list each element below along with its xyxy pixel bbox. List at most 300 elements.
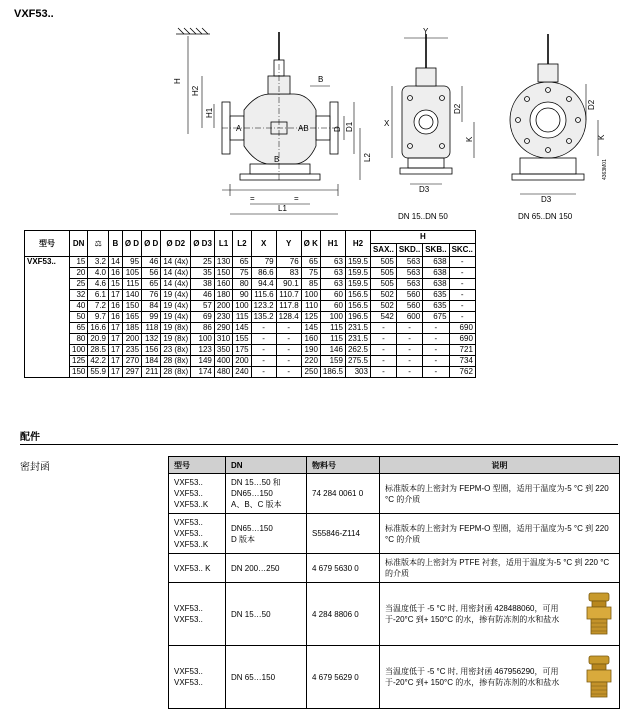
dims-cell: -	[370, 367, 396, 378]
dims-cell: 83	[276, 268, 301, 279]
dims-cell: 14	[108, 257, 122, 268]
dims-cell: 235	[122, 345, 141, 356]
label-x: X	[384, 119, 390, 128]
dims-cell: 80	[70, 334, 88, 345]
dims-cell: 23 (8x)	[161, 345, 191, 356]
accessory-description: 标准版本的上密封为 FEPM-O 型圈，适用于温度为-5 °C 到 220 °C 的介质	[385, 483, 609, 504]
dims-cell: 19 (4x)	[161, 290, 191, 301]
dims-row	[25, 334, 476, 345]
section-divider	[20, 444, 618, 445]
dims-row	[25, 356, 476, 367]
dims-cell: 125	[70, 356, 88, 367]
dims-cell: 145	[233, 323, 251, 334]
label-b-top: B	[318, 75, 324, 84]
dims-cell: 155	[233, 334, 251, 345]
dims-cell: 32	[70, 290, 88, 301]
col-b: B	[108, 231, 122, 257]
dims-cell: 14 (4x)	[161, 268, 191, 279]
dims-cell: 505	[370, 257, 396, 268]
dims-cell: 184	[142, 356, 161, 367]
dims-cell: 15	[108, 279, 122, 290]
dims-cell: 76	[276, 257, 301, 268]
dimension-drawing	[0, 24, 638, 229]
accessory-part-cell: 4 679 5629 0	[307, 646, 380, 709]
accessory-description-cell	[380, 583, 620, 646]
col-d2: Ø D2	[161, 231, 191, 257]
dims-cell: 100	[320, 312, 345, 323]
dims-cell: 50	[70, 312, 88, 323]
dims-cell: 600	[396, 312, 422, 323]
drawing-number: 4363M01	[602, 159, 608, 180]
accessory-dn-cell: DN 200…250	[226, 554, 307, 583]
dims-cell: 160	[301, 334, 320, 345]
dims-cell: 250	[301, 367, 320, 378]
dims-cell: 159	[320, 356, 345, 367]
accessory-part-cell: 4 284 8806 0	[307, 583, 380, 646]
dims-cell: -	[276, 367, 301, 378]
dims-cell: 563	[396, 268, 422, 279]
dims-cell: 310	[214, 334, 232, 345]
seal-subsection-title: 密封函	[20, 462, 50, 473]
dims-cell: 542	[370, 312, 396, 323]
dims-cell: 638	[423, 257, 449, 268]
dims-cell: 505	[370, 279, 396, 290]
dims-cell: 638	[423, 268, 449, 279]
dims-cell: 115	[233, 312, 251, 323]
dims-cell: 38	[191, 279, 215, 290]
dims-cell: -	[423, 323, 449, 334]
dims-cell: 149	[191, 356, 215, 367]
dims-cell: 505	[370, 268, 396, 279]
dims-cell: 55.9	[88, 367, 109, 378]
label-k-small: K	[465, 136, 474, 142]
dims-cell: 20.9	[88, 334, 109, 345]
dims-cell: 762	[449, 367, 475, 378]
dims-cell: 159.5	[345, 279, 370, 290]
dims-cell: 211	[142, 367, 161, 378]
caption-small-dn: DN 15..DN 50	[398, 212, 448, 221]
col-model: 型号	[25, 231, 70, 257]
accessory-description: 标准版本的上密封为 PTFE 衬套，适用于温度为-5 °C 到 220 °C 的介质	[385, 558, 610, 578]
dims-cell: 17	[108, 323, 122, 334]
label-h: H	[173, 78, 182, 84]
accessory-model-cell: VXF53.. K	[169, 554, 226, 583]
dims-cell: 690	[449, 323, 475, 334]
col-d: Ø D	[122, 231, 141, 257]
label-l1: L1	[278, 204, 287, 213]
dims-cell: 270	[122, 356, 141, 367]
dims-cell: -	[423, 345, 449, 356]
dims-cell: 19 (8x)	[161, 334, 191, 345]
accessory-part-cell: 74 284 0061 0	[307, 474, 380, 514]
dims-cell: 19 (4x)	[161, 301, 191, 312]
dims-cell: -	[423, 356, 449, 367]
dims-cell: 56	[142, 268, 161, 279]
col-k: Ø K	[301, 231, 320, 257]
dims-cell: 17	[108, 367, 122, 378]
col-h-skd: SKD..	[396, 244, 422, 257]
dims-cell: 190	[301, 345, 320, 356]
dims-cell: 156	[142, 345, 161, 356]
accessory-description: 标准版本的上密封为 FEPM-O 型圈，适用于温度为-5 °C 到 220 °C 的介质	[385, 523, 609, 544]
col-dn: DN	[70, 231, 88, 257]
dims-cell: -	[449, 268, 475, 279]
accessory-dn-cell: DN 65…150	[226, 646, 307, 709]
valve-side-view	[222, 32, 338, 182]
dims-cell: 28 (8x)	[161, 356, 191, 367]
dims-cell: 4.6	[88, 279, 109, 290]
dims-cell: -	[423, 334, 449, 345]
dims-cell: 165	[122, 312, 141, 323]
accessory-description-cell	[380, 646, 620, 709]
dims-cell: 145	[301, 323, 320, 334]
accessory-row	[169, 646, 620, 709]
dims-cell: 130	[214, 257, 232, 268]
dims-cell: 175	[233, 345, 251, 356]
dims-cell: 560	[396, 290, 422, 301]
accessory-description: 当温度低于 -5 °C 时, 用密封函 428488060，可用于-20°C 到+ 150°C 的水，掺有防冻剂的水和盐水	[385, 604, 560, 624]
dims-cell: 115	[320, 334, 345, 345]
label-d2-large: D2	[587, 99, 596, 110]
dims-cell: 57	[191, 301, 215, 312]
dims-cell: -	[251, 334, 276, 345]
col-h1: H1	[320, 231, 345, 257]
dims-cell: 7.2	[88, 301, 109, 312]
dims-cell: 76	[142, 290, 161, 301]
dims-cell: -	[251, 345, 276, 356]
dims-cell: 174	[191, 367, 215, 378]
dims-cell: 79	[251, 257, 276, 268]
dims-cell: 117.8	[276, 301, 301, 312]
ground-hatch	[176, 28, 210, 34]
dims-cell: -	[276, 334, 301, 345]
dims-cell: 46	[191, 290, 215, 301]
dims-cell: 46	[142, 257, 161, 268]
col-d3: Ø D3	[191, 231, 215, 257]
dims-cell: 84	[142, 301, 161, 312]
dims-cell: 4.0	[88, 268, 109, 279]
dims-cell: 25	[70, 279, 88, 290]
dims-cell: 3.2	[88, 257, 109, 268]
dims-cell: 65	[142, 279, 161, 290]
dims-row	[25, 279, 476, 290]
dims-cell: 132	[142, 334, 161, 345]
dims-cell: 99	[142, 312, 161, 323]
dims-cell: 65	[233, 257, 251, 268]
caption-large-dn: DN 65..DN 150	[518, 212, 573, 221]
dims-cell: 150	[214, 268, 232, 279]
dims-cell: 135.2	[251, 312, 276, 323]
accessory-model-cell: VXF53.. VXF53..	[169, 583, 226, 646]
valve-front-large	[510, 34, 598, 194]
dims-cell: 186.5	[320, 367, 345, 378]
dims-cell: 230	[214, 312, 232, 323]
dims-cell: 123.2	[251, 301, 276, 312]
dims-cell: 115	[320, 323, 345, 334]
dims-cell: 240	[233, 367, 251, 378]
accessory-row	[169, 554, 620, 583]
dims-cell: -	[449, 257, 475, 268]
col-h2: H2	[345, 231, 370, 257]
dims-cell: 290	[214, 323, 232, 334]
dims-cell: 502	[370, 301, 396, 312]
accessory-part-cell: 4 679 5630 0	[307, 554, 380, 583]
acc-col-desc: 说明	[380, 457, 620, 474]
dims-cell: -	[449, 301, 475, 312]
dims-cell: 86.6	[251, 268, 276, 279]
dims-cell: 180	[214, 290, 232, 301]
label-b-bottom: B	[274, 155, 280, 164]
label-eq-right: =	[294, 194, 299, 203]
dims-cell: 146	[320, 345, 345, 356]
dims-cell: 14 (4x)	[161, 257, 191, 268]
dims-cell: 35	[191, 268, 215, 279]
col-x: X	[251, 231, 276, 257]
dims-cell: 65	[70, 323, 88, 334]
dims-cell: 110.7	[276, 290, 301, 301]
dims-cell: 123	[191, 345, 215, 356]
dims-cell: 115	[122, 279, 141, 290]
dims-cell: -	[396, 345, 422, 356]
dims-cell: 231.5	[345, 334, 370, 345]
dims-cell: 128.4	[276, 312, 301, 323]
dims-cell: -	[396, 367, 422, 378]
dims-cell: 28 (8x)	[161, 367, 191, 378]
dims-cell: 110	[301, 301, 320, 312]
dims-cell: 100	[233, 301, 251, 312]
dims-cell: 60	[320, 290, 345, 301]
accessory-model-cell: VXF53.. VXF53.. VXF53..K	[169, 474, 226, 514]
dims-cell: 690	[449, 334, 475, 345]
stuffing-box-image	[584, 655, 614, 699]
dims-row	[25, 268, 476, 279]
dims-cell: 118	[142, 323, 161, 334]
dims-cell: 63	[320, 257, 345, 268]
dims-cell: -	[276, 345, 301, 356]
dims-cell: 63	[320, 279, 345, 290]
dims-cell: -	[251, 367, 276, 378]
dims-cell: 65	[301, 257, 320, 268]
accessory-row	[169, 474, 620, 514]
dims-cell: 85	[301, 279, 320, 290]
dims-cell: 80	[233, 279, 251, 290]
dims-cell: 42.2	[88, 356, 109, 367]
col-l2: L2	[233, 231, 251, 257]
dims-cell: -	[449, 279, 475, 290]
label-ab: AB	[298, 124, 309, 133]
dimensions-table	[24, 230, 476, 378]
dims-cell: 563	[396, 257, 422, 268]
accessory-description-cell	[380, 514, 620, 554]
dims-cell: 17	[108, 345, 122, 356]
dims-cell: 75	[233, 268, 251, 279]
dims-cell: -	[449, 312, 475, 323]
label-d3-small: D3	[419, 185, 430, 194]
dims-cell: 115.6	[251, 290, 276, 301]
dims-cell: 150	[70, 367, 88, 378]
accessory-dn-cell: DN 15…50 和 DN65…150 A、B、C 版本	[226, 474, 307, 514]
accessory-part-cell: S55846-Z114	[307, 514, 380, 554]
col-h-skb: SKB..	[423, 244, 449, 257]
dims-cell: -	[276, 356, 301, 367]
accessory-description: 当温度低于 -5 °C 时, 用密封函 467956290，可用于-20°C 到+ 150°C 的水，掺有防冻剂的水和盐水	[385, 667, 560, 687]
dims-cell: 100	[191, 334, 215, 345]
dims-cell: 200	[122, 334, 141, 345]
label-a: A	[236, 124, 242, 133]
dims-cell: -	[370, 356, 396, 367]
dims-cell: 231.5	[345, 323, 370, 334]
dims-cell: -	[370, 345, 396, 356]
dims-cell: 156.5	[345, 301, 370, 312]
dims-cell: 160	[214, 279, 232, 290]
dims-cell: 90	[233, 290, 251, 301]
dims-cell: 14 (4x)	[161, 279, 191, 290]
dims-cell: -	[396, 334, 422, 345]
dims-cell: -	[251, 323, 276, 334]
dims-cell: -	[396, 323, 422, 334]
accessory-model-cell: VXF53.. VXF53.. VXF53..K	[169, 514, 226, 554]
accessory-dn-cell: DN65…150 D 版本	[226, 514, 307, 554]
label-d: D	[333, 126, 342, 132]
dims-cell: -	[423, 367, 449, 378]
dims-cell: 17	[108, 356, 122, 367]
dims-cell: 200	[233, 356, 251, 367]
dims-cell: 638	[423, 279, 449, 290]
dims-cell: 196.5	[345, 312, 370, 323]
dims-cell: 75	[301, 268, 320, 279]
dims-cell: 16.6	[88, 323, 109, 334]
dims-row	[25, 323, 476, 334]
dims-cell: 100	[301, 290, 320, 301]
dims-cell: 40	[70, 301, 88, 312]
dims-cell: 17	[108, 290, 122, 301]
accessory-description-cell	[380, 474, 620, 514]
dims-cell: 140	[122, 290, 141, 301]
dims-cell: 63	[320, 268, 345, 279]
dims-cell: 105	[122, 268, 141, 279]
dims-cell: -	[370, 323, 396, 334]
label-eq-left: =	[250, 194, 255, 203]
dims-cell: 86	[191, 323, 215, 334]
dims-cell: 6.1	[88, 290, 109, 301]
dims-cell: 220	[301, 356, 320, 367]
page-title: VXF53..	[14, 8, 54, 20]
dims-cell: 400	[214, 356, 232, 367]
dims-cell: 156.5	[345, 290, 370, 301]
dims-cell: 275.5	[345, 356, 370, 367]
dims-cell: 16	[108, 312, 122, 323]
dims-cell: 100	[70, 345, 88, 356]
dims-cell: 200	[214, 301, 232, 312]
col-l1: L1	[214, 231, 232, 257]
dims-cell: 15	[70, 257, 88, 268]
dims-cell: 635	[423, 290, 449, 301]
accessory-row	[169, 514, 620, 554]
accessory-dn-cell: DN 15…50	[226, 583, 307, 646]
dims-cell: 125	[301, 312, 320, 323]
dims-row	[25, 301, 476, 312]
dims-cell: -	[251, 356, 276, 367]
label-d1: D1	[345, 121, 354, 132]
accessories-table	[168, 456, 620, 709]
dims-row	[25, 290, 476, 301]
label-k-large: K	[597, 134, 606, 140]
dims-cell: 25	[191, 257, 215, 268]
accessory-row	[169, 583, 620, 646]
label-h1: H1	[205, 107, 214, 118]
dims-cell: 69	[191, 312, 215, 323]
dims-cell: -	[449, 290, 475, 301]
label-d3-large: D3	[541, 195, 552, 204]
col-h: H	[370, 231, 475, 244]
acc-col-model: 型号	[169, 457, 226, 474]
dims-cell: 90.1	[276, 279, 301, 290]
dims-cell: 17	[108, 334, 122, 345]
dims-cell: 185	[122, 323, 141, 334]
accessory-model-cell: VXF53.. VXF53..	[169, 646, 226, 709]
dims-cell: 94.4	[251, 279, 276, 290]
label-y: Y	[423, 27, 429, 36]
dims-cell: 28.5	[88, 345, 109, 356]
dims-cell: 303	[345, 367, 370, 378]
dims-cell: 262.5	[345, 345, 370, 356]
dims-cell: 9.7	[88, 312, 109, 323]
col-weight: ⚖	[88, 231, 109, 257]
dims-cell: 60	[320, 301, 345, 312]
label-l2: L2	[363, 153, 372, 162]
dims-cell: 16	[108, 301, 122, 312]
dims-cell: -	[370, 334, 396, 345]
dims-row	[25, 312, 476, 323]
dims-cell: -	[276, 323, 301, 334]
col-h-skc: SKC..	[449, 244, 475, 257]
dims-cell: 480	[214, 367, 232, 378]
accessory-description-cell	[380, 554, 620, 583]
stuffing-box-image	[584, 592, 614, 636]
dims-cell: 563	[396, 279, 422, 290]
dims-cell: 734	[449, 356, 475, 367]
accessories-section-title: 配件	[20, 432, 40, 443]
label-h2: H2	[191, 85, 200, 96]
dims-cell: 150	[122, 301, 141, 312]
dims-cell: 16	[108, 268, 122, 279]
dims-cell: 95	[122, 257, 141, 268]
dims-row	[25, 257, 476, 268]
dims-cell: 635	[423, 301, 449, 312]
dims-cell: -	[396, 356, 422, 367]
dims-cell: 502	[370, 290, 396, 301]
dims-cell: 20	[70, 268, 88, 279]
dims-model-cell: VXF53..	[25, 257, 70, 378]
dims-cell: 721	[449, 345, 475, 356]
dims-cell: 19 (4x)	[161, 312, 191, 323]
dims-cell: 19 (8x)	[161, 323, 191, 334]
dims-cell: 297	[122, 367, 141, 378]
acc-col-dn: DN	[226, 457, 307, 474]
dims-cell: 350	[214, 345, 232, 356]
dims-cell: 159.5	[345, 268, 370, 279]
col-d1: Ø D	[142, 231, 161, 257]
dims-row	[25, 345, 476, 356]
label-d2-small: D2	[453, 103, 462, 114]
acc-col-part: 物料号	[307, 457, 380, 474]
dims-cell: 675	[423, 312, 449, 323]
dims-row	[25, 367, 476, 378]
dims-cell: 560	[396, 301, 422, 312]
col-h-sax: SAX..	[370, 244, 396, 257]
dims-cell: 159.5	[345, 257, 370, 268]
col-y: Y	[276, 231, 301, 257]
